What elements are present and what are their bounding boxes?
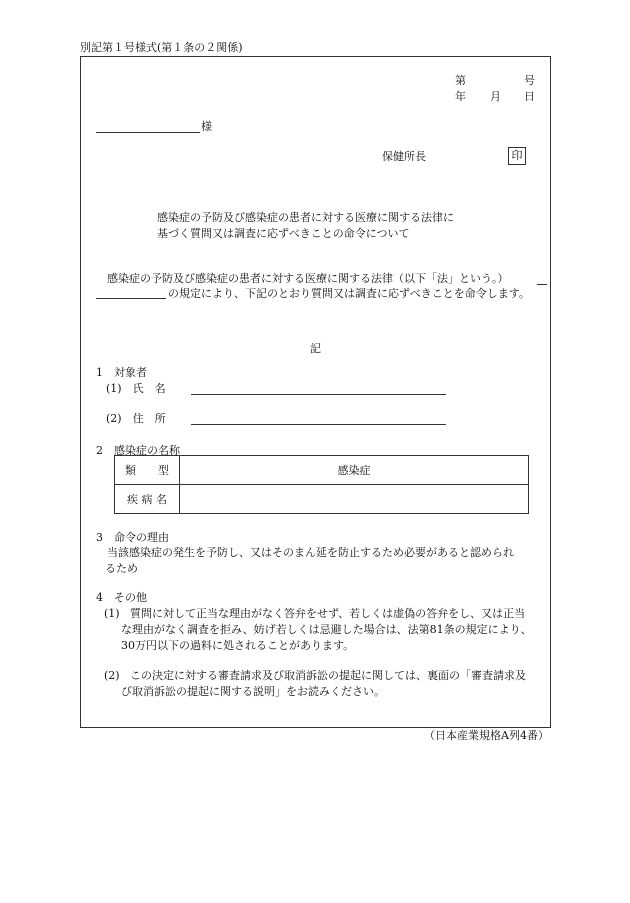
issuer-title: 保健所長 [382,150,426,163]
other-item-2-line-2: び取消訴訟の提起に関する説明」をお読みください。 [121,685,385,698]
other-item-2-number: (2) [104,669,120,682]
form-number: 別記第１号様式(第１条の２関係) [80,41,243,54]
title-line-1: 感染症の予防及び感染症の患者に対する医療に関する法律に [157,211,454,224]
reason-line-2: るため [105,562,138,575]
table-row [115,485,529,514]
ki-marker: 記 [310,342,321,355]
subject-address-label: (2) 住 所 [106,412,166,425]
body-blank-line-1 [537,284,547,285]
seal-box: 印 [508,147,526,165]
paper-size-note: （日本産業規格A列4番） [424,729,549,742]
subject-name-line [191,394,446,395]
subject-name-label: (1) 氏 名 [106,382,166,395]
table-row [115,456,529,485]
addressee-line [96,132,200,133]
section-2-heading: 2 感染症の名称 [96,444,180,457]
date-day: 日 [524,90,535,103]
other-item-1-number: (1) [104,607,120,620]
date-year: 年 [455,90,466,103]
category-label: 類 型 [115,456,180,485]
addressee-honorific: 様 [201,120,212,133]
other-item-1-line-1: 質問に対して正当な理由がなく答弁をせず、若しくは虚偽の答弁をし、又は正当 [130,607,526,620]
document-number-suffix: 号 [524,74,535,87]
other-item-2-line-1: この決定に対する審査請求及び取消訴訟の提起に関しては、裏面の「審査請求及 [130,669,526,682]
document-number-label: 第 [455,74,466,87]
disease-table [114,455,529,514]
other-item-1-line-2: な理由がなく調査を拒み、妨げ若しくは忌避した場合は、法第81条の規定により、 [121,623,532,636]
disease-name-label: 疾 病 名 [115,485,180,514]
disease-name-value [180,485,529,514]
category-value: 感染症 [180,456,529,485]
section-4-heading: 4 その他 [96,591,147,604]
body-line-1: 感染症の予防及び感染症の患者に対する医療に関する法律（以下「法」という。） [107,272,509,285]
section-1-heading: 1 対象者 [96,366,147,379]
body-line-2: の規定により、下記のとおり質問又は調査に応ずべきことを命令します。 [168,287,530,300]
body-blank-line-2 [96,298,166,299]
subject-address-line [191,424,446,425]
title-line-2: 基づく質問又は調査に応ずべきことの命令について [157,227,410,240]
date-month: 月 [490,90,501,103]
other-item-1-line-3: 30万円以下の過料に処されることがあります。 [121,639,355,652]
section-3-heading: 3 命令の理由 [96,531,169,544]
reason-line-1: 当該感染症の発生を予防し、又はそのまん延を防止するため必要があると認められ [107,546,514,559]
